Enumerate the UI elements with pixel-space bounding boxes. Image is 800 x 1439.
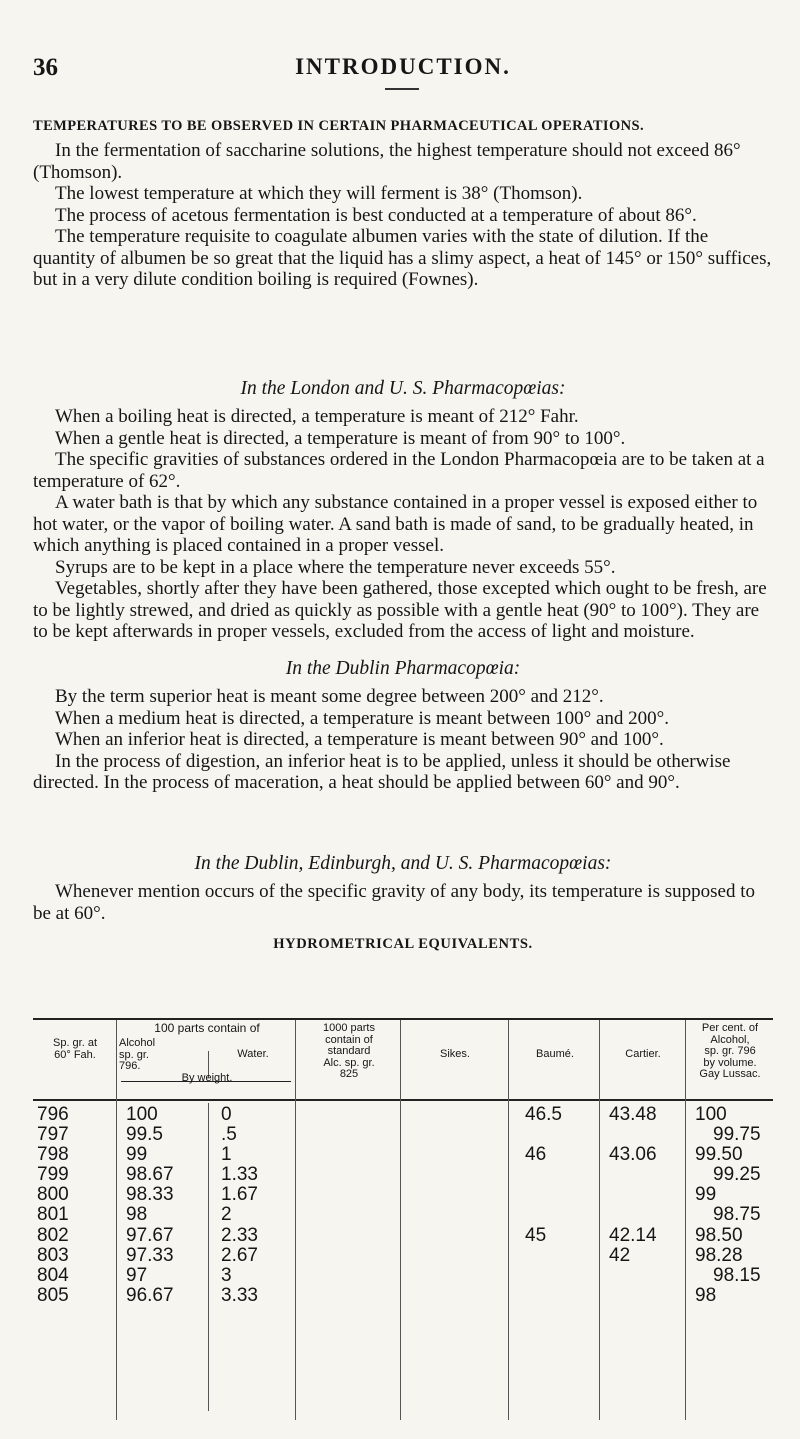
table-header-rule — [33, 1099, 773, 1101]
table-cell: 99 — [695, 1184, 717, 1206]
column-cartier — [609, 1105, 657, 1306]
column-divider — [208, 1103, 209, 1411]
table-cell: 98.50 — [695, 1224, 743, 1246]
paragraph: When an inferior heat is directed, a temperature is meant between 90° and 100°. — [55, 729, 664, 750]
table-cell: 1.67 — [221, 1184, 258, 1206]
table-cell: 803 — [37, 1244, 69, 1266]
table-cell — [525, 1165, 562, 1185]
london-heading: In the London and U. S. Pharmacopœias: — [240, 378, 566, 399]
table-cell: 100 — [126, 1104, 158, 1125]
table-cell: 2.33 — [221, 1224, 258, 1246]
table-cell — [609, 1125, 657, 1145]
table-cell — [609, 1286, 657, 1306]
paragraph: In the fermentation of saccharine solutions, the highest temperature should not exceed 86° (Thomson). — [33, 140, 741, 183]
paragraph: Whenever mention occurs of the specific gravity of any body, its temperature is supposed to be at 60°. — [33, 881, 755, 924]
paragraph: Syrups are to be kept in a place where the temperature never exceeds 55°. — [55, 556, 616, 578]
table-cell — [525, 1246, 562, 1266]
table-cell: 1 — [221, 1144, 232, 1166]
table-cell: 43.06 — [609, 1144, 657, 1166]
table-cell: 97.33 — [126, 1244, 174, 1266]
table-cell: 98.67 — [126, 1164, 174, 1186]
table-cell: 99.25 — [713, 1164, 761, 1186]
table-cell: 98 — [126, 1204, 148, 1226]
dublin-edinburgh-heading: In the Dublin, Edinburgh, and U. S. Pharmacopœias: — [194, 853, 612, 874]
table-cell: 97 — [126, 1264, 148, 1286]
table-cell — [525, 1205, 562, 1225]
table-cell: 45 — [525, 1224, 547, 1246]
table-cell: 96.67 — [126, 1284, 174, 1306]
hydrometrical-table — [33, 1011, 773, 1411]
table-cell: 46.5 — [525, 1104, 562, 1125]
header-by-weight: By weight. — [181, 1072, 233, 1084]
table-cell: 98.15 — [713, 1264, 761, 1286]
table-cell — [525, 1185, 562, 1205]
table-cell: 99.75 — [713, 1124, 761, 1146]
table-cell: 100 — [695, 1104, 727, 1125]
table-cell: 42 — [609, 1244, 631, 1266]
table-cell: 46 — [525, 1144, 547, 1166]
paragraph: Vegetables, shortly after they have been gathered, those excepted which ought to be fresh, are to be lightly strewed, and dried as quickly as possible with a gentle heat (90° to 100°). They are to be kept afterwards in proper vessels, excluded from the access of light and moisture. — [33, 578, 767, 642]
paragraph: A water bath is that by which any substance contained in a proper vessel is exposed either to hot water, or the vapor of boiling water. A sand bath is made of sand, to be gradually heated, in which anything is placed contained in a proper vessel. — [33, 492, 758, 556]
paragraph: The temperature requisite to coagulate albumen varies with the state of dilution. If the quantity of albumen be so great that the liquid has a slimy aspect, a heat of 145° or 150° suffices, but in a very dilute condition boiling is required (Fownes). — [33, 226, 772, 290]
column-divider — [508, 1020, 509, 1420]
table-cell: 805 — [37, 1284, 69, 1306]
paragraph: In the process of digestion, an inferior heat is to be applied, unless it should be otherwise directed. In the process of maceration, a heat should be applied between 60° and 90°. — [33, 750, 731, 793]
table-cell: 3.33 — [221, 1284, 258, 1306]
column-alcohol — [126, 1105, 174, 1306]
table-cell: 97.67 — [126, 1224, 174, 1246]
table-cell: 99.5 — [126, 1124, 163, 1146]
table-cell: 798 — [37, 1144, 69, 1166]
table-cell: 799 — [37, 1164, 69, 1186]
running-title: INTRODUCTION. — [295, 54, 511, 79]
column-baume — [525, 1105, 562, 1306]
table-cell: 804 — [37, 1264, 69, 1286]
header-alcohol: Alcohol sp. gr. 796. — [119, 1037, 156, 1072]
table-top-rule — [33, 1018, 773, 1020]
section-title: TEMPERATURES TO BE OBSERVED IN CERTAIN PHARMACEUTICAL OPERATIONS. — [33, 118, 644, 134]
header-cartier: Cartier. — [625, 1048, 661, 1060]
table-cell: 2 — [221, 1204, 232, 1226]
london-text — [33, 406, 773, 643]
header-percent: Per cent. of Alcohol, sp. gr. 796 by volume. Gay Lussac. — [699, 1022, 761, 1080]
paragraph: When a gentle heat is directed, a temperature is meant of from 90° to 100°. — [55, 427, 626, 449]
table-cell: 0 — [221, 1104, 232, 1125]
table-cell: 1.33 — [221, 1164, 258, 1186]
dublin-edinburgh-text — [33, 881, 773, 924]
header-sp-gr: Sp. gr. at 60° Fah. — [52, 1037, 98, 1061]
intro-text — [33, 140, 773, 291]
column-water — [221, 1105, 258, 1306]
column-divider — [295, 1020, 296, 1420]
table-cell: 801 — [37, 1204, 69, 1226]
dublin-heading: In the Dublin Pharmacopœia: — [285, 658, 521, 679]
page-number: 36 — [33, 54, 58, 81]
column-divider — [599, 1020, 600, 1420]
table-cell: 99 — [126, 1144, 148, 1166]
table-cell — [609, 1266, 657, 1286]
header-baume: Baumé. — [536, 1048, 574, 1060]
table-cell: 2.67 — [221, 1244, 258, 1266]
paragraph: By the term superior heat is meant some degree between 200° and 212°. — [55, 686, 604, 707]
header-water: Water. — [237, 1048, 269, 1060]
header-standard: 1000 parts contain of standard Alc. sp. gr. 825 — [323, 1022, 375, 1080]
table-cell: 42.14 — [609, 1224, 657, 1246]
table-cell: 98.75 — [713, 1204, 761, 1226]
table-cell — [525, 1266, 562, 1286]
table-cell — [609, 1185, 657, 1205]
dublin-text — [33, 686, 773, 794]
page-header — [33, 54, 773, 84]
paragraph: The specific gravities of substances ordered in the London Pharmacopœia are to be taken at a temperature of 62°. — [33, 449, 765, 492]
table-cell: 99.50 — [695, 1144, 743, 1166]
paragraph: The process of acetous fermentation is best conducted at a temperature of about 86°. — [55, 204, 697, 226]
table-cell: 43.48 — [609, 1104, 657, 1125]
header-contain: 100 parts contain of — [154, 1021, 260, 1035]
header-sikes: Sikes. — [440, 1048, 470, 1060]
paragraph: When a boiling heat is directed, a temperature is meant of 212° Fahr. — [55, 406, 579, 427]
table-cell: 797 — [37, 1124, 69, 1146]
table-cell: .5 — [221, 1124, 237, 1146]
table-cell: 98 — [695, 1284, 717, 1306]
paragraph: When a medium heat is directed, a temperature is meant between 100° and 200°. — [55, 707, 670, 729]
table-cell — [609, 1205, 657, 1225]
table-cell: 802 — [37, 1224, 69, 1246]
table-cell: 796 — [37, 1104, 69, 1125]
table-cell — [609, 1165, 657, 1185]
column-percent — [695, 1105, 761, 1306]
table-cell — [525, 1286, 562, 1306]
column-divider — [685, 1020, 686, 1420]
header-ornament — [385, 88, 419, 90]
table-title: HYDROMETRICAL EQUIVALENTS. — [273, 936, 533, 952]
column-divider — [116, 1020, 117, 1420]
table-cell — [525, 1125, 562, 1145]
table-cell: 98.28 — [695, 1244, 743, 1266]
table-cell: 800 — [37, 1184, 69, 1206]
column-sp-gr — [37, 1105, 69, 1306]
table-cell: 98.33 — [126, 1184, 174, 1206]
paragraph: The lowest temperature at which they will ferment is 38° (Thomson). — [55, 183, 583, 204]
table-cell: 3 — [221, 1264, 232, 1286]
